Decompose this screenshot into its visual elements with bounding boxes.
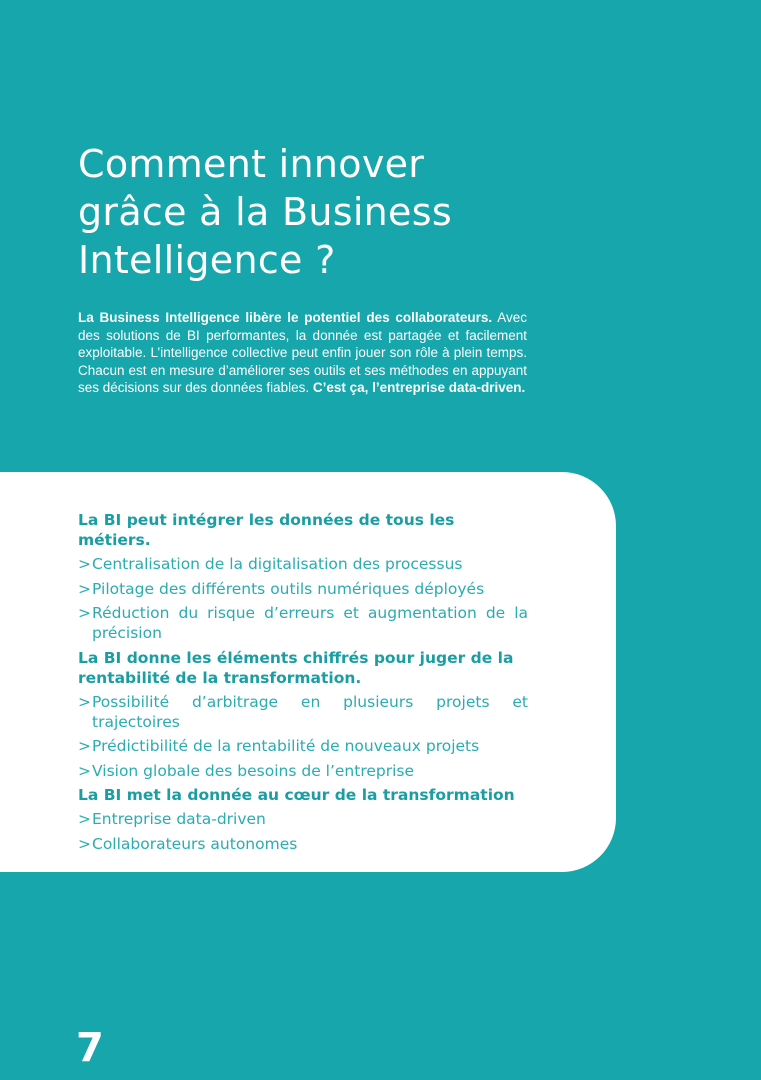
page-number: 7 (76, 1025, 104, 1071)
list-item (78, 579, 528, 599)
list-item (78, 834, 528, 854)
chevron-right-icon: > (78, 761, 91, 780)
intro-bold-lead: La Business Intelligence libère le potentiel des collaborateurs. (78, 310, 493, 325)
intro-paragraph (78, 309, 527, 397)
list-item (78, 554, 528, 574)
list-item-text: Entreprise data-driven (92, 810, 266, 828)
list-item-text: Prédictibilité de la rentabilité de nouveaux projets (92, 737, 480, 755)
list-item (78, 603, 528, 643)
section-heading-rentabilite: La BI donne les éléments chiffrés pour juger de la rentabilité de la transformation. (78, 648, 514, 687)
chevron-right-icon: > (78, 737, 91, 755)
list-item-text: Vision globale des besoins de l’entreprise (92, 761, 415, 780)
section-list-metiers (78, 554, 528, 643)
card-content (78, 510, 528, 858)
chevron-right-icon: > (78, 834, 91, 853)
content-card (0, 472, 616, 872)
page-title: Comment innover grâce à la Business Intelligence ? (78, 142, 452, 282)
chevron-right-icon: > (78, 555, 91, 573)
list-item (78, 761, 528, 781)
list-item-text: Pilotage des différents outils numériques déployés (92, 579, 485, 598)
list-item-text: Centralisation de la digitalisation des processus (92, 555, 463, 573)
chevron-right-icon: > (78, 692, 91, 711)
list-item-text: Réduction du risque d’erreurs et augmentation de la précision (92, 604, 528, 642)
intro-bold-closing: C’est ça, l’entreprise data-driven. (312, 380, 526, 396)
section-heading-transformation: La BI met la donnée au cœur de la transformation (78, 786, 515, 804)
intro-body-text: Avec des solutions de BI performantes, la donnée est partagée et facilement exploitable. L’intelligence collective peut enfin jouer son rôle à plein temps. Chacun est en mesure d’améliorer ses outils et ses méthodes en appuyant ses décisions sur des données fiables. (78, 310, 528, 396)
section-list-transformation (78, 809, 528, 854)
list-item (78, 736, 528, 756)
chevron-right-icon: > (78, 810, 91, 828)
list-item (78, 809, 528, 829)
list-item-text: Possibilité d’arbitrage en plusieurs projets et trajectoires (92, 692, 528, 731)
list-item-text: Collaborateurs autonomes (92, 834, 298, 853)
list-item (78, 692, 528, 732)
chevron-right-icon: > (78, 579, 91, 598)
section-heading-metiers: La BI peut intégrer les données de tous les métiers. (78, 511, 455, 549)
section-list-rentabilite (78, 692, 528, 781)
chevron-right-icon: > (78, 604, 91, 622)
